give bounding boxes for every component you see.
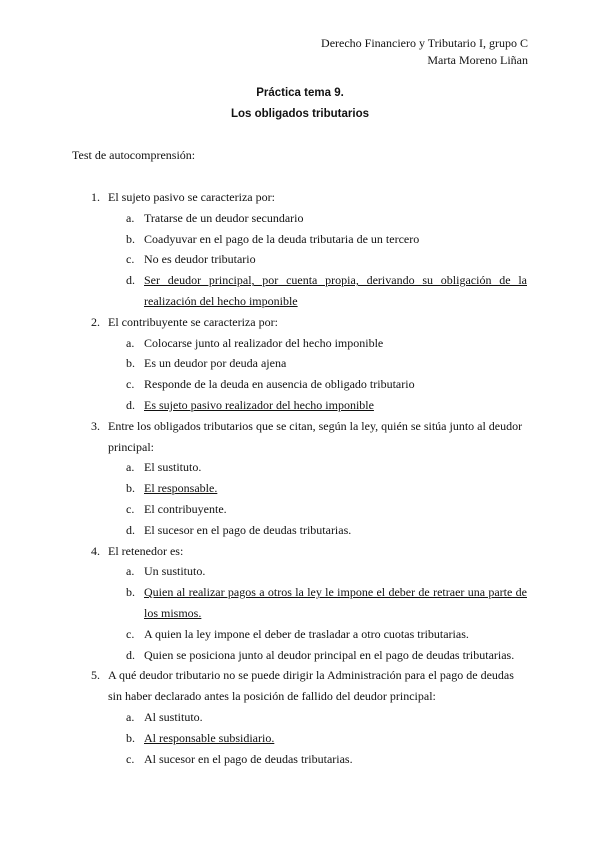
option-text: El sustituto. (144, 460, 202, 475)
question-row (91, 541, 527, 562)
question-item (91, 541, 527, 666)
option-item (91, 499, 527, 520)
option-item (91, 561, 527, 582)
option-text: Al sucesor en el pago de deudas tributarias. (144, 751, 353, 766)
option-item (91, 707, 527, 728)
selected-answer-text: El responsable. (144, 481, 218, 496)
option-item (91, 624, 527, 645)
option-letter: b. (126, 481, 135, 496)
option-text: Al sustituto. (144, 709, 203, 724)
option-item-selected (91, 728, 527, 749)
option-item (91, 645, 527, 666)
option-item (91, 457, 527, 478)
option-letter: c. (126, 751, 135, 766)
course-line: Derecho Financiero y Tributario I, grupo C (321, 36, 528, 50)
option-letter: d. (126, 647, 135, 662)
option-letter: c. (126, 252, 135, 267)
question-item (91, 416, 527, 541)
option-item (91, 374, 527, 395)
question-number: 4. (91, 543, 100, 558)
question-number: 5. (91, 668, 100, 683)
option-letter: c. (126, 377, 135, 392)
question-number: 1. (91, 190, 100, 204)
option-item (91, 520, 527, 541)
option-letter: d. (126, 522, 135, 537)
option-text: El sucesor en el pago de deudas tributarias. (144, 522, 352, 537)
option-item-selected (91, 395, 527, 416)
option-letter: a. (126, 210, 135, 225)
test-intro: Test de autocomprensión: (72, 148, 196, 162)
option-letter: b. (126, 356, 135, 371)
question-row (91, 665, 527, 707)
option-list (91, 561, 527, 665)
option-item (91, 749, 527, 770)
option-letter: b. (126, 231, 135, 246)
practice-title: Práctica tema 9. (256, 87, 344, 99)
selected-answer-text: Quien al realizar pagos a otros la ley le impone el deber de retraer una parte de los mismos. (144, 585, 527, 620)
option-item-selected (91, 582, 527, 624)
question-text: El sujeto pasivo se caracteriza por: (108, 190, 275, 204)
option-item-selected (91, 270, 527, 312)
option-list (91, 208, 527, 312)
option-text: Quien se posiciona junto al deudor principal en el pago de deudas tributarias. (144, 647, 515, 662)
option-text: No es deudor tributario (144, 252, 256, 267)
option-text: El contribuyente. (144, 501, 227, 516)
option-text: Responde de la deuda en ausencia de obligado tributario (144, 377, 415, 392)
practice-subtitle: Los obligados tributarios (230, 108, 369, 120)
document-header (321, 35, 528, 69)
option-letter: d. (126, 397, 135, 412)
selected-answer-text: Es sujeto pasivo realizador del hecho imponible (144, 397, 374, 412)
question-row (91, 416, 527, 458)
option-letter: a. (126, 564, 135, 579)
question-number: 2. (91, 314, 100, 329)
question-row (91, 187, 527, 208)
option-item (91, 333, 527, 354)
option-list (91, 707, 527, 769)
selected-answer-text: Ser deudor principal, por cuenta propia, derivando su obligación de la realización del hecho imponible (144, 273, 527, 308)
option-letter: b. (126, 585, 135, 600)
option-text: Tratarse de un deudor secundario (144, 210, 304, 225)
option-text: A quien la ley impone el deber de trasladar a otro cuotas tributarias. (144, 626, 469, 641)
question-text: El contribuyente se caracteriza por: (108, 314, 278, 329)
question-row (91, 312, 527, 333)
option-item (91, 229, 527, 250)
option-text: Un sustituto. (144, 564, 206, 579)
option-text: Coadyuvar en el pago de la deuda tributaria de un tercero (144, 231, 420, 246)
option-letter: a. (126, 709, 135, 724)
option-list (91, 457, 527, 540)
question-text: El retenedor es: (108, 543, 184, 558)
question-item (91, 187, 527, 312)
option-letter: b. (126, 730, 135, 745)
question-text: A qué deudor tributario no se puede dirigir la Administración para el pago de deudas sin haber declarado antes la posición de fallido del deudor principal: (108, 668, 514, 704)
option-letter: c. (126, 626, 135, 641)
selected-answer-text: Al responsable subsidiario. (144, 730, 275, 745)
option-item-selected (91, 478, 527, 499)
option-list (91, 333, 527, 416)
option-letter: a. (126, 460, 135, 475)
question-text: Entre los obligados tributarios que se citan, según la ley, quién se sitúa junto al deudor principal: (108, 418, 523, 454)
option-item (91, 249, 527, 270)
option-item (91, 353, 527, 374)
option-letter: c. (126, 501, 135, 516)
question-item (91, 312, 527, 416)
option-letter: d. (126, 273, 135, 288)
option-letter: a. (126, 335, 135, 350)
option-text: Colocarse junto al realizador del hecho imponible (144, 335, 384, 350)
option-text: Es un deudor por deuda ajena (144, 356, 287, 371)
author-line: Marta Moreno Liñan (427, 53, 528, 67)
option-item (91, 208, 527, 229)
question-number: 3. (91, 418, 100, 433)
question-list (91, 187, 527, 769)
question-item (91, 665, 527, 769)
